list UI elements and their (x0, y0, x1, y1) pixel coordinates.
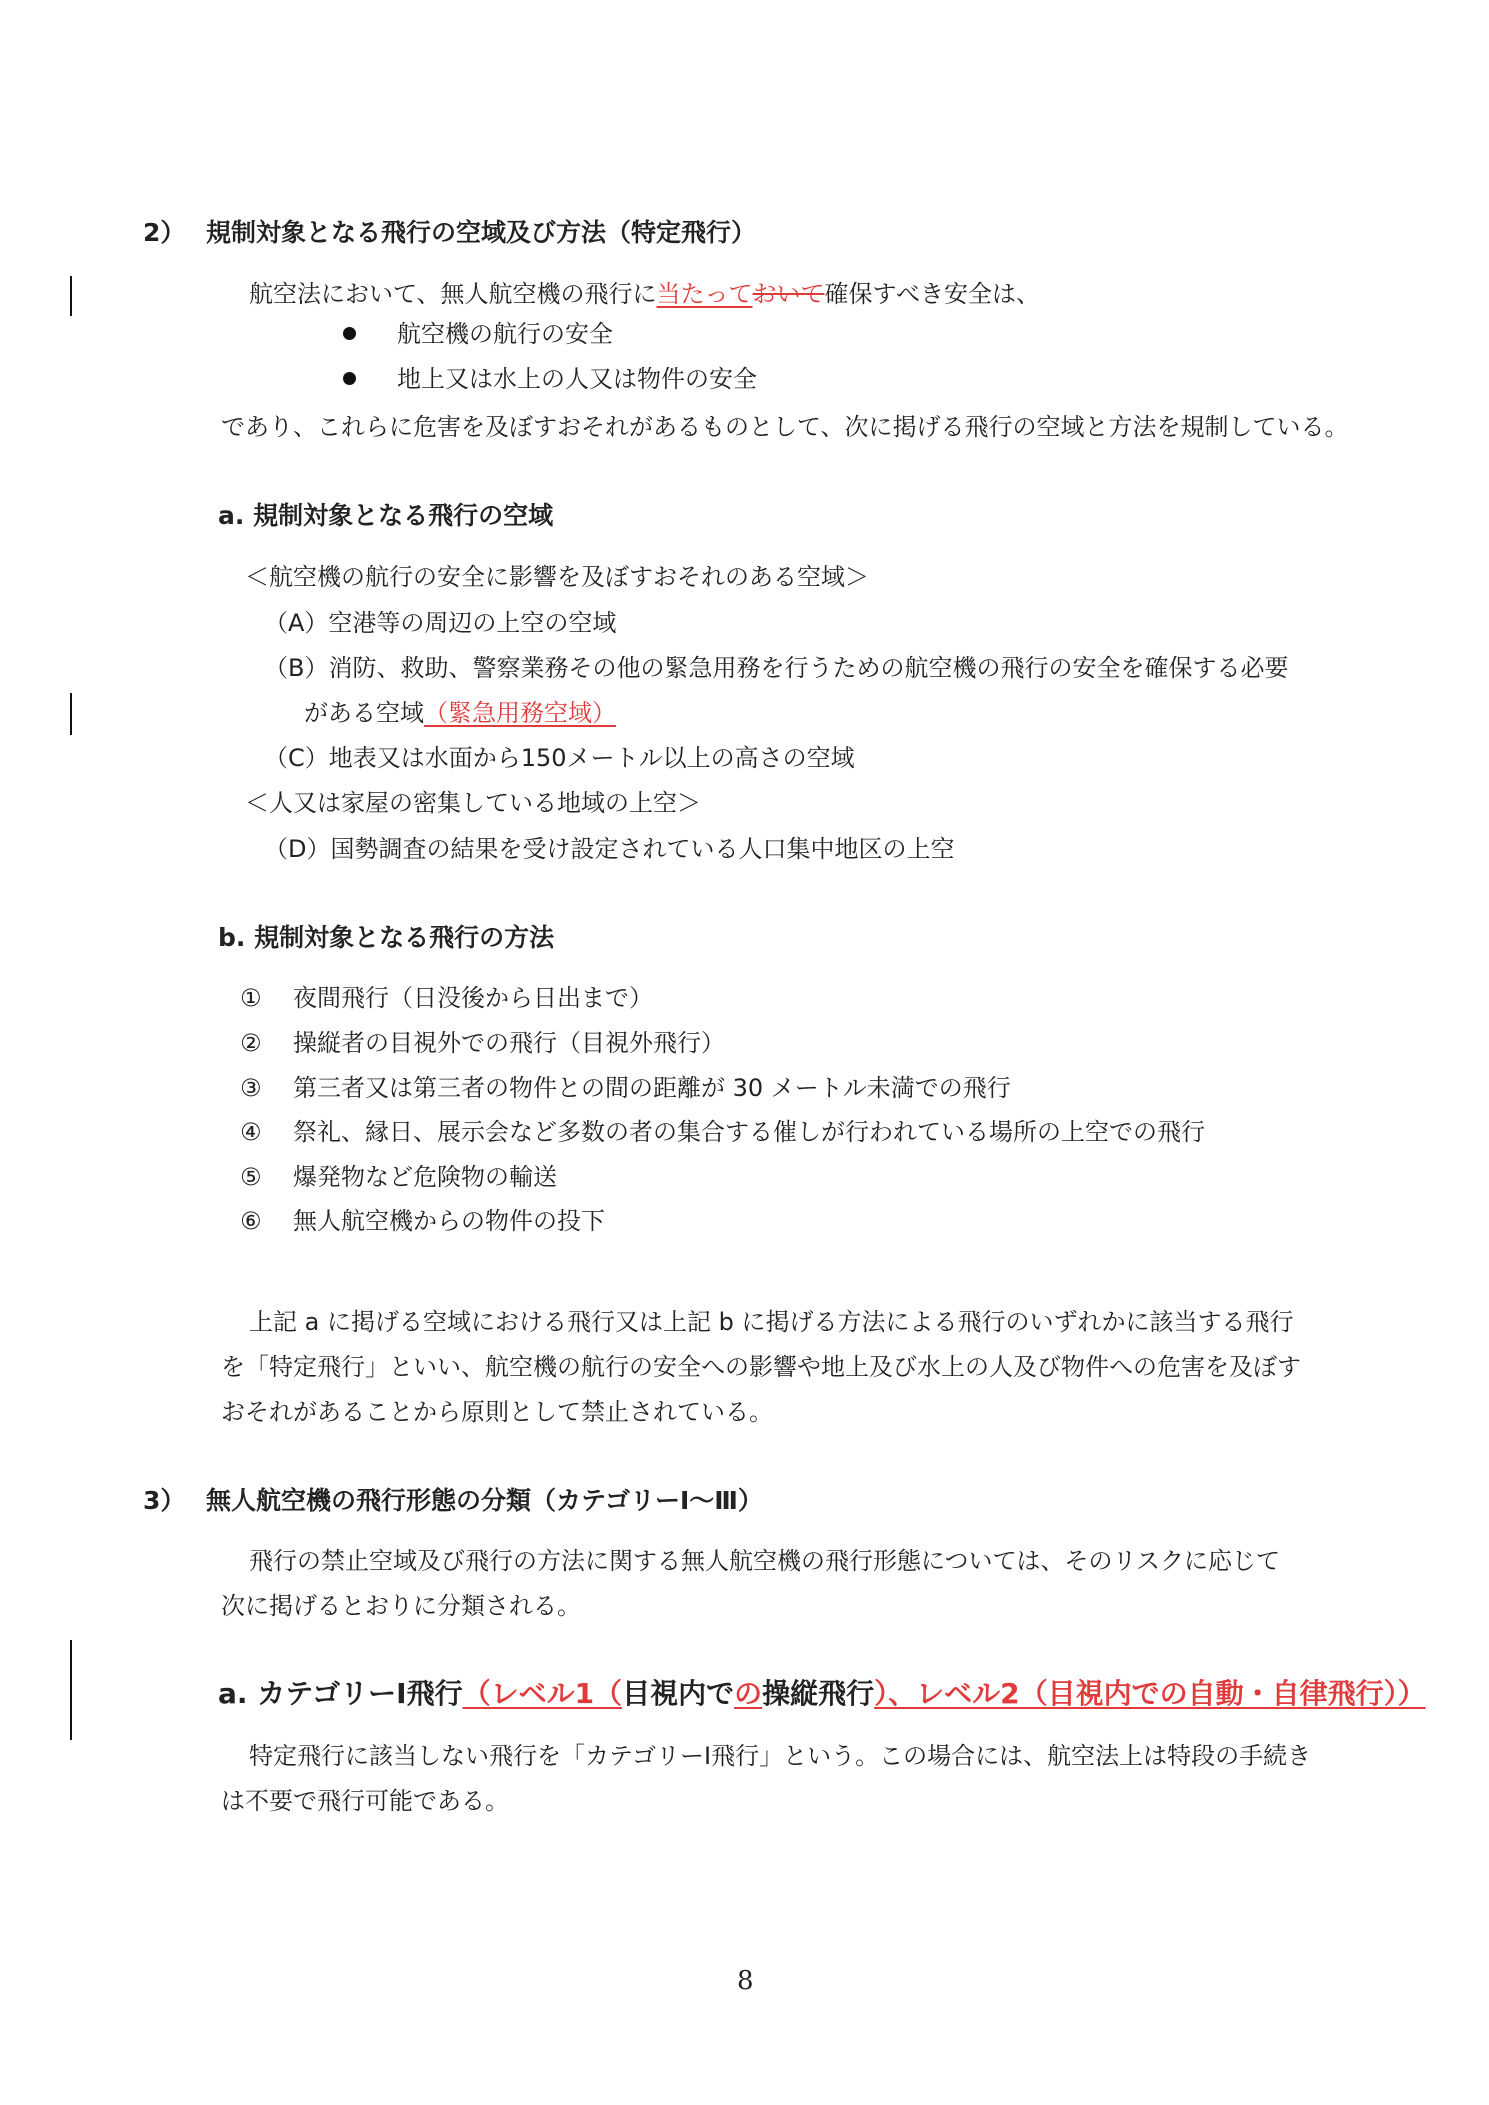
method-item-3: 第三者又は第三者の物件との間の距離が 30 メートル未満での飛行 (293, 1074, 1011, 1102)
inserted-text: 当たって (656, 280, 753, 308)
category-1-title-mid1: 目視内で (622, 1677, 735, 1710)
subsection-b-title: b. 規制対象となる飛行の方法 (218, 923, 555, 952)
inserted-text: の (734, 1677, 763, 1710)
section-3-para-line-2: 次に掲げるとおりに分類される。 (221, 1592, 581, 1620)
airspace-group-1-heading: ＜航空機の航行の安全に影響を及ぼすおそれのある空域＞ (245, 563, 869, 591)
method-mark-1: ① (240, 984, 262, 1012)
airspace-item-b-line2 (304, 697, 616, 729)
method-mark-3: ③ (240, 1074, 262, 1102)
airspace-item-d: （D）国勢調査の結果を受け設定されている人口集中地区の上空 (264, 835, 955, 863)
category-1-title-pre: a. カテゴリーⅠ飛行 (218, 1677, 463, 1710)
bullet-dot-icon (343, 327, 356, 340)
category-1-title (218, 1676, 1426, 1712)
section-3-number: 3） (143, 1486, 186, 1515)
method-item-1: 夜間飛行（日没後から日出まで） (293, 984, 653, 1012)
airspace-item-a: （A）空港等の周辺の上空の空域 (264, 609, 617, 637)
subsection-a-title: a. 規制対象となる飛行の空域 (218, 501, 554, 530)
change-bar-2 (70, 693, 72, 735)
inserted-text: ）、レベル2（目視内での自動・自律飛行）） (874, 1677, 1426, 1710)
section-2-number: 2） (143, 218, 186, 247)
airspace-group-2-heading: ＜人又は家屋の密集している地域の上空＞ (245, 789, 701, 817)
intro-text-post: 確保すべき安全は、 (824, 280, 1041, 308)
change-bar-3 (70, 1640, 72, 1740)
airspace-item-c: （C）地表又は水面から150メートル以上の高さの空域 (264, 744, 855, 772)
section-2-intro (249, 278, 1040, 310)
method-item-6: 無人航空機からの物件の投下 (293, 1207, 605, 1235)
method-mark-4: ④ (240, 1118, 262, 1146)
bullet-item-1: 航空機の航行の安全 (397, 320, 613, 348)
bullet-item-2: 地上又は水上の人又は物件の安全 (397, 365, 757, 393)
method-mark-5: ⑤ (240, 1163, 262, 1191)
summary-line-3: おそれがあることから原則として禁止されている。 (221, 1398, 773, 1426)
inserted-text: （緊急用務空域） (424, 699, 616, 727)
method-mark-6: ⑥ (240, 1207, 262, 1235)
change-bar-1 (70, 276, 72, 316)
method-item-4: 祭礼、縁日、展示会など多数の者の集合する催しが行われている場所の上空での飛行 (293, 1118, 1205, 1146)
item-b-text: がある空域 (304, 699, 424, 727)
section-3-para-line-1: 飛行の禁止空域及び飛行の方法に関する無人航空機の飛行形態については、そのリスクに応じて (249, 1547, 1281, 1575)
method-item-2: 操縦者の目視外での飛行（目視外飛行） (293, 1029, 725, 1057)
section-2-conclusion: であり、これらに危害を及ぼすおそれがあるものとして、次に掲げる飛行の空域と方法を規制している。 (221, 413, 1349, 441)
bullet-dot-icon (343, 372, 356, 385)
category-1-title-mid2: 操縦飛行 (762, 1677, 875, 1710)
intro-text-pre: 航空法において、無人航空機の飛行に (249, 280, 657, 308)
deleted-text: おいて (752, 280, 825, 308)
page-number: 8 (737, 1966, 754, 1996)
category-1-para-line-1: 特定飛行に該当しない飛行を「カテゴリーⅠ飛行」という。この場合には、航空法上は特段の手続き (249, 1742, 1312, 1770)
section-3-title: 無人航空機の飛行形態の分類（カテゴリーⅠ～Ⅲ） (206, 1486, 763, 1515)
section-2-title: 規制対象となる飛行の空域及び方法（特定飛行） (206, 218, 757, 247)
summary-line-1: 上記 a に掲げる空域における飛行又は上記 b に掲げる方法による飛行のいずれかに該当する飛行 (249, 1308, 1294, 1336)
method-item-5: 爆発物など危険物の輸送 (293, 1163, 557, 1191)
inserted-text: （レベル1（ (462, 1677, 623, 1710)
summary-line-2: を「特定飛行」といい、航空機の航行の安全への影響や地上及び水上の人及び物件への危害を及ぼす (221, 1353, 1301, 1381)
method-mark-2: ② (240, 1029, 262, 1057)
category-1-para-line-2: は不要で飛行可能である。 (221, 1787, 509, 1815)
airspace-item-b-line1: （B）消防、救助、警察業務その他の緊急用務を行うための航空機の飛行の安全を確保する必要 (264, 654, 1289, 682)
